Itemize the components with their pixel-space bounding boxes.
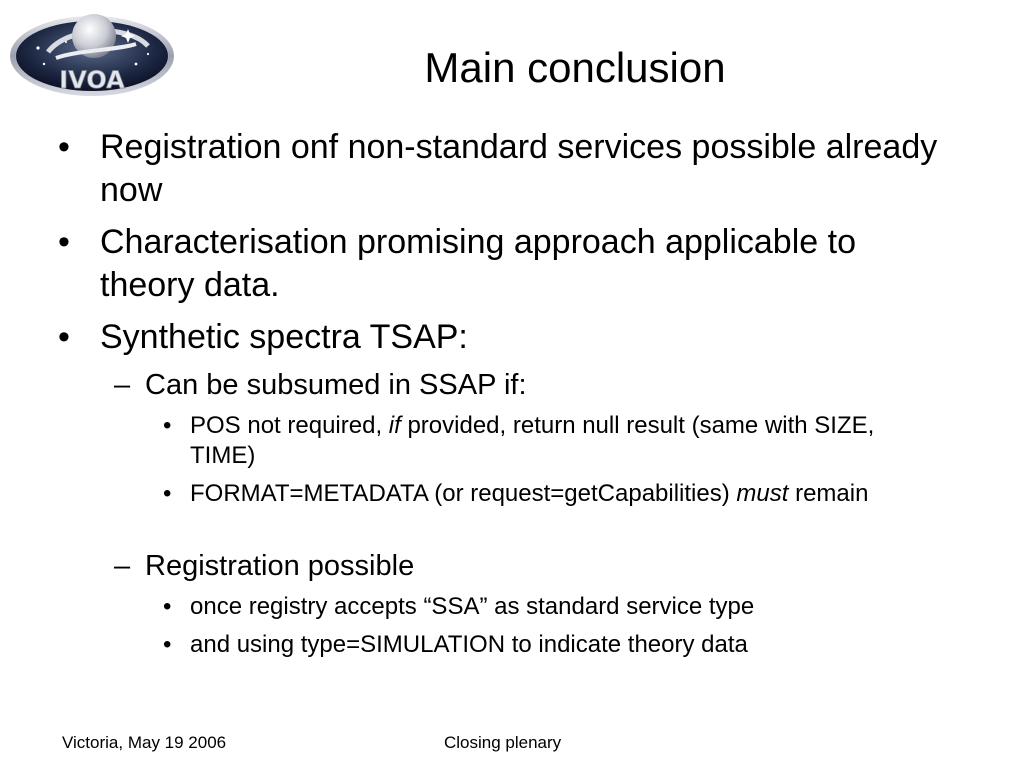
text-part: FORMAT=METADATA (or request=getCapabilities) bbox=[190, 480, 737, 507]
text-part: provided, return null result (same with SIZE, TIME) bbox=[190, 412, 875, 469]
subsubbullet-text bbox=[190, 411, 943, 471]
bullet-item-characterisation bbox=[58, 221, 958, 307]
bullet-glyph: • bbox=[163, 593, 172, 620]
subbullet-text: Can be subsumed in SSAP if: bbox=[145, 369, 527, 401]
dash-glyph: – bbox=[114, 369, 131, 401]
bullet-glyph: • bbox=[58, 318, 70, 356]
subbullet-item-registration-possible bbox=[114, 548, 954, 584]
slide-title: Main conclusion bbox=[424, 44, 726, 91]
bullet-text: Characterisation promising approach applicable to theory data. bbox=[100, 223, 856, 304]
bullet-text: Synthetic spectra TSAP: bbox=[100, 318, 468, 356]
bullet-glyph: • bbox=[58, 128, 70, 166]
subsubbullet-item-pos-not-required bbox=[163, 411, 943, 471]
emphasis-text: must bbox=[736, 480, 789, 507]
subbullet-item-subsumed-ssap bbox=[114, 367, 954, 403]
subsubbullet-item-format-metadata bbox=[163, 479, 943, 509]
bullet-item-registration-nonstandard bbox=[58, 126, 958, 212]
dash-glyph: – bbox=[114, 550, 131, 582]
ivoa-logo-icon bbox=[8, 6, 176, 98]
bullet-glyph: • bbox=[163, 480, 172, 507]
footer-session: Closing plenary bbox=[444, 733, 562, 752]
subsubbullet-text: and using type=SIMULATION to indicate theory data bbox=[190, 631, 748, 658]
subsubbullet-text bbox=[190, 479, 943, 509]
emphasis-text: if bbox=[388, 412, 401, 439]
bullet-glyph: • bbox=[163, 631, 172, 658]
bullet-glyph: • bbox=[58, 223, 70, 261]
subsubbullet-item-type-simulation bbox=[163, 630, 943, 660]
subsubbullet-text: once registry accepts “SSA” as standard service type bbox=[190, 593, 755, 620]
bullet-text: Registration onf non-standard services possible already now bbox=[100, 128, 938, 209]
subbullet-text: Registration possible bbox=[145, 550, 415, 582]
text-part: remain bbox=[788, 480, 869, 507]
subsubbullet-item-registry-accepts-ssa bbox=[163, 592, 943, 622]
footer-location-date: Victoria, May 19 2006 bbox=[62, 733, 227, 752]
text-part: POS not required, bbox=[190, 412, 389, 439]
bullet-glyph: • bbox=[163, 412, 172, 439]
svg-text:IVOA: IVOA bbox=[59, 66, 125, 94]
bullet-item-synthetic-spectra bbox=[58, 316, 958, 359]
